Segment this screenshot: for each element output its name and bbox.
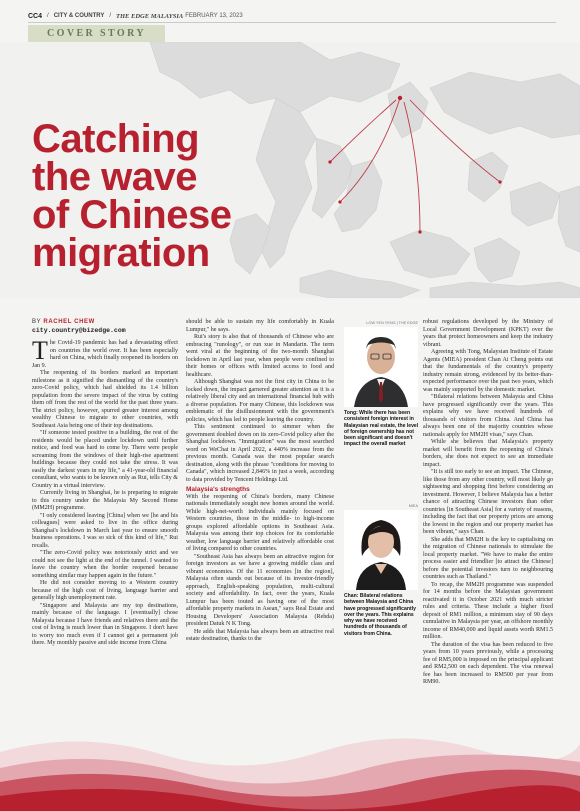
- portrait-photo-chan: [344, 510, 418, 590]
- article-paragraph: This sentiment continued to simmer when the government doubled down on its zero-Covid policy after the Shanghai lockdown. "Immigration" was the most searched word on WeChat in April 2022, a 440% increase from the previous month. Canada was the most popular search destination, along with the phrase "conditions for moving to Canada", which increased 2,846% in just a week, according to data provided by Tencent Holdings Ltd.: [186, 424, 334, 483]
- photo-credit: LOW YEN YENG | THE EDGE: [366, 321, 418, 325]
- article-paragraph: "I only considered leaving [China] when we [he and his colleagues] were asked to live in the office during Shanghai's lockdown in March last year to ensure smooth business operations. I was so sick of this kind of life," Rui recalls.: [32, 512, 178, 549]
- article-paragraph: robust regulations developed by the Ministry of Local Government Development (KPKT) over the years that protect homeowners and keep the industry vibrant.: [423, 319, 553, 348]
- article-paragraph: Rui's story is also that of thousands of Chinese who are embracing "runology", or run xue in Mandarin. The term went viral at the beginning of the two-month Shanghai lockdown in April last year, when people were confined to their homes or offices with limited access to food and healthcare.: [186, 334, 334, 378]
- author-name: RACHEL CHEW: [43, 319, 95, 325]
- article-paragraph: He did not consider moving to a Western country because of the high cost of living, language barrier and generally high unemployment rate.: [32, 580, 178, 601]
- photo-caption: Chan: Bilateral relations between Malaysia and China have progressed significantly over the years. This explains why we have received hundreds of thousands of visitors from China.: [344, 593, 416, 637]
- cover-story-banner: [28, 25, 165, 42]
- article-paragraph: "The zero-Covid policy was notoriously strict and we could not see the light at the end of the tunnel. I wanted to leave the country when the border reopened because something similar may happen again in the future.": [32, 550, 178, 579]
- article-column-1: [32, 336, 178, 648]
- article-paragraph: He adds that Malaysia has always been an attractive real estate destination, thanks to the: [186, 628, 334, 642]
- photo-credit: MIEA: [408, 504, 418, 508]
- article-paragraph: The Covid-19 pandemic has had a devastating effect on countries the world over. It has been especially hard on China, which finally reopened its borders on Jan 9.: [32, 336, 178, 369]
- article-paragraph: "If someone tested positive in a building, the rest of the residents would be placed under lockdown until further notice, and food was hard to come by. There were people screaming from the windows of their high-rise apartment buildings because they could not take the stress. It was easily the darkest years in my life," a 41-year-old financial consultant, who wants to be known only as Rui, tells City & Country in a virtual interview.: [32, 430, 178, 489]
- headline-line: Catching: [32, 117, 200, 161]
- article-paragraph: "Singapore and Malaysia are my top destinations, mainly because of the language. I [eventually] chose Malaysia because I have friends and relatives there and the cost of living is much lower than in Singapore. I don't have to worry too much even if I cannot get a permanent job there. My monthly passive and side income from China: [32, 602, 178, 646]
- article-column-2: [186, 319, 334, 644]
- article-paragraph: "Bilateral relations between Malaysia and China have progressed significantly over the years. This explains why we have received hundreds of thousands of visitors from China. And China has always been one of the majority countries whose nationals apply for MM2H visas," says Chan.: [423, 394, 553, 438]
- header-rule: [28, 22, 556, 23]
- article-paragraph: With the reopening of China's borders, many Chinese nationals immediately sought new homes around the world. While high-net-worth individuals mainly focused on Western countries, those in the middle- to high-income groups explored affordable options in Southeast Asia. Malaysia was among their top choices for its comfortable weather, low language barrier and relatively affordable cost of living compared to other countries.: [186, 493, 334, 552]
- article-paragraph: Currently living in Shanghai, he is preparing to migrate to this country under the Malaysia My Second Home (MM2H) programme.: [32, 490, 178, 511]
- article-paragraph: She adds that MM2H is the key to capitalising on the migration of Chinese nationals to stimulate the local property market. "We have to make the entire process easier and friendlier [to attract the Chinese] before the potential investors turn to neighbouring countries such as Thailand.": [423, 536, 553, 580]
- headline-line: of Chinese: [32, 193, 232, 237]
- article-paragraph: While she believes that Malaysia's property market will benefit from the reopening of China's borders, she does not expect to see an immediate impact.: [423, 439, 553, 468]
- page-header: [28, 10, 243, 22]
- headline-line: the wave: [32, 155, 197, 199]
- article-paragraph: "Southeast Asia has always been an attractive region for foreign investors as we have a growing middle class and vibrant economies. Of the 11 economies [in the region], Malaysia often stands out because of its investor-friendly approach, English-speaking population, multi-cultural society and affordability. In fact, over the years, Kuala Lumpur has been touted as having one of the most affordable property markets in Asean," says Real Estate and Housing Developers' Association Malaysia (Rehda) president Datuk N K Tong.: [186, 553, 334, 627]
- article-paragraph: The reopening of its borders marked an important milestone as it signified the dismantling of the country's zero-Covid policy, which had shielded its 1.4 billion population from the severe impact of the virus by cutting them off from the rest of the world for the past three years. The strict policy, however, spurred greater interest among wealthy Chinese to migrate to other countries, with Southeast Asia being one of their top destinations.: [32, 370, 178, 429]
- byline: [32, 319, 95, 325]
- header-separator: /: [109, 13, 112, 19]
- header-separator: /: [47, 13, 49, 19]
- article-column-3: [423, 319, 553, 687]
- headline-line: migration: [32, 231, 210, 275]
- article-paragraph: Although Shanghai was not the first city in China to be locked down, the impact garnered greater attention as it is a relatively liberal city and an international financial hub with a diverse population. For many Chinese, this lockdown was emblematic of the disillusionment with the government's policies, which has led to people leaving the country.: [186, 379, 334, 423]
- section-name: CITY & COUNTRY: [53, 13, 105, 19]
- article-paragraph: Agreeing with Tong, Malaysian Institute of Estate Agents (MIEA) president Chan Ai Cheng points out that the fundamentals of the country's property industry remain strong, evidenced by its better-than-expected performance over the past two years, which was mainly supported by the domestic market.: [423, 349, 553, 393]
- article-paragraph: should be able to sustain my life comfortably in Kuala Lumpur," he says.: [186, 319, 334, 333]
- article-paragraph: "It is still too early to see an impact. The Chinese, like those from any other country, will most likely go sightseeing and shopping first before considering an investment. However, I believe Malaysia has a better chance of attracting Chinese investors than other countries [in Southeast Asia] for a variety of reasons, including the fact that our property prices are among the lowest in the region and our property market has been vibrant," says Chan.: [423, 469, 553, 535]
- portrait-icon: [344, 327, 418, 407]
- portrait-photo-tong: [344, 327, 418, 407]
- decorative-wave-footer: [0, 712, 580, 811]
- author-email: city.country@bizedge.com: [32, 327, 126, 334]
- cover-story-label: COVER STORY: [47, 28, 146, 39]
- section-subhead: Malaysia's strengths: [186, 486, 250, 493]
- issue-date: FEBRUARY 13, 2023: [185, 13, 243, 19]
- article-paragraph: To recap, the MM2H programme was suspended for 14 months before the Malaysian government reactivated it in October 2021 with much stricter rules and criteria. These include a higher fixed deposit of RM1 million, a minimum stay of 90 days cumulative in Malaysia per year, an offshore monthly income of RM40,000 and liquid assets worth RM1.5 million.: [423, 581, 553, 640]
- byline-prefix: BY: [32, 319, 42, 325]
- publication-name: THE EDGE MALAYSIA: [116, 12, 184, 20]
- page-number: CC4: [28, 12, 43, 20]
- portrait-icon: [344, 510, 418, 590]
- photo-caption: Tong: While there has been consistent foreign interest in Malaysian real estate, the level of foreign ownership has not been significant and doesn't impact the overall market: [344, 410, 419, 448]
- article-paragraph: The duration of the visa has been reduced to five years from 10 years previously, while a processing fee of RM5,000 is imposed on the principal applicant and RM2,500 on each dependent. The visa renewal fee has been increased to RM500 per year from RM90.: [423, 641, 553, 685]
- headline: [32, 117, 342, 275]
